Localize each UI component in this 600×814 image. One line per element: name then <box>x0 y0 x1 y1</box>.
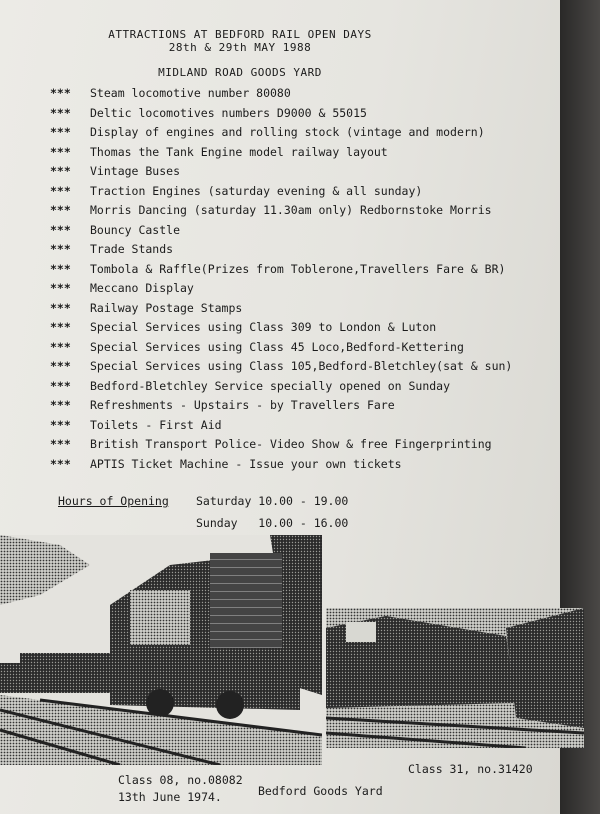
attraction-text: Steam locomotive number 80080 <box>90 86 291 100</box>
attraction-text: Tombola & Raffle(Prizes from Toblerone,Travellers Fare & BR) <box>90 261 506 276</box>
attraction-item <box>50 223 550 243</box>
bullet-marker: *** <box>50 378 71 393</box>
attraction-item <box>50 457 550 477</box>
attraction-item <box>50 281 550 301</box>
attraction-item <box>50 106 550 126</box>
attraction-text: Railway Postage Stamps <box>90 300 243 315</box>
hours-label: Hours of Opening <box>58 494 169 508</box>
bullet-marker: *** <box>50 417 71 432</box>
attraction-text: Traction Engines (saturday evening & all sunday) <box>90 183 423 198</box>
attraction-item <box>50 203 550 223</box>
bullet-marker: *** <box>50 281 71 295</box>
venue-name: MIDLAND ROAD GOODS YARD <box>158 66 322 79</box>
attraction-item <box>50 320 550 340</box>
attraction-text: Special Services using Class 45 Loco,Bedford-Kettering <box>90 339 464 354</box>
attraction-item <box>50 340 550 360</box>
bullet-marker: *** <box>50 183 71 198</box>
attraction-item <box>50 262 550 282</box>
attraction-text: APTIS Ticket Machine - Issue your own tickets <box>90 456 402 471</box>
bullet-marker: *** <box>50 105 71 120</box>
attraction-text: British Transport Police- Video Show & free Fingerprinting <box>90 437 492 451</box>
bullet-marker: *** <box>50 86 71 100</box>
attraction-item <box>50 301 550 321</box>
class-31-locomotive-photo <box>326 608 584 748</box>
attractions-list <box>50 86 550 476</box>
bullet-marker: *** <box>50 222 71 237</box>
bullet-marker: *** <box>50 125 71 139</box>
attraction-item <box>50 398 550 418</box>
attraction-text: Vintage Buses <box>90 164 181 178</box>
bullet-marker: *** <box>50 456 71 471</box>
attraction-text: Bedford-Bletchley Service specially opened on Sunday <box>90 378 451 393</box>
flyer-title: ATTRACTIONS AT BEDFORD RAIL OPEN DAYS <box>108 28 372 41</box>
photo1-caption: Class 08, no.08082 <box>118 773 243 787</box>
bullet-marker: *** <box>50 242 71 256</box>
attraction-text: Morris Dancing (saturday 11.30am only) Redbornstoke Morris <box>90 203 492 217</box>
photo1-location: Bedford Goods Yard <box>258 784 383 798</box>
event-dates: 28th & 29th MAY 1988 <box>168 41 312 54</box>
attraction-text: Refreshments - Upstairs - by Travellers Fare <box>90 398 395 412</box>
bullet-marker: *** <box>50 300 71 315</box>
attraction-text: Display of engines and rolling stock (vintage and modern) <box>90 125 485 139</box>
attraction-text: Trade Stands <box>90 242 174 256</box>
attraction-text: Thomas the Tank Engine model railway layout <box>90 144 388 159</box>
attraction-item <box>50 184 550 204</box>
attraction-item <box>50 437 550 457</box>
attraction-item <box>50 359 550 379</box>
attraction-item <box>50 125 550 145</box>
attraction-text: Special Services using Class 309 to London & Luton <box>90 320 437 334</box>
sunday-hours: Sunday 10.00 - 16.00 <box>196 516 349 530</box>
bullet-marker: *** <box>50 359 71 373</box>
attraction-text: Bouncy Castle <box>90 222 181 237</box>
opening-hours <box>58 494 349 530</box>
class-08-locomotive-photo <box>0 535 322 765</box>
bullet-marker: *** <box>50 398 71 412</box>
bullet-marker: *** <box>50 203 71 217</box>
bullet-marker: *** <box>50 339 71 354</box>
photo1-date: 13th June 1974. <box>118 790 222 804</box>
bullet-marker: *** <box>50 261 71 276</box>
attraction-text: Deltic locomotives numbers D9000 & 55015 <box>90 105 367 120</box>
attraction-item <box>50 242 550 262</box>
attraction-item <box>50 418 550 438</box>
attraction-text: Toilets - First Aid <box>90 417 222 432</box>
attraction-item <box>50 379 550 399</box>
attraction-item <box>50 145 550 165</box>
attraction-text: Special Services using Class 105,Bedford-Bletchley(sat & sun) <box>90 359 513 373</box>
bullet-marker: *** <box>50 144 71 159</box>
bullet-marker: *** <box>50 164 71 178</box>
attraction-item <box>50 86 550 106</box>
bullet-marker: *** <box>50 320 71 334</box>
attraction-item <box>50 164 550 184</box>
photo2-caption: Class 31, no.31420 <box>408 762 533 776</box>
saturday-hours: Saturday 10.00 - 19.00 <box>196 494 349 508</box>
bullet-marker: *** <box>50 437 71 451</box>
attraction-text: Meccano Display <box>90 281 194 295</box>
